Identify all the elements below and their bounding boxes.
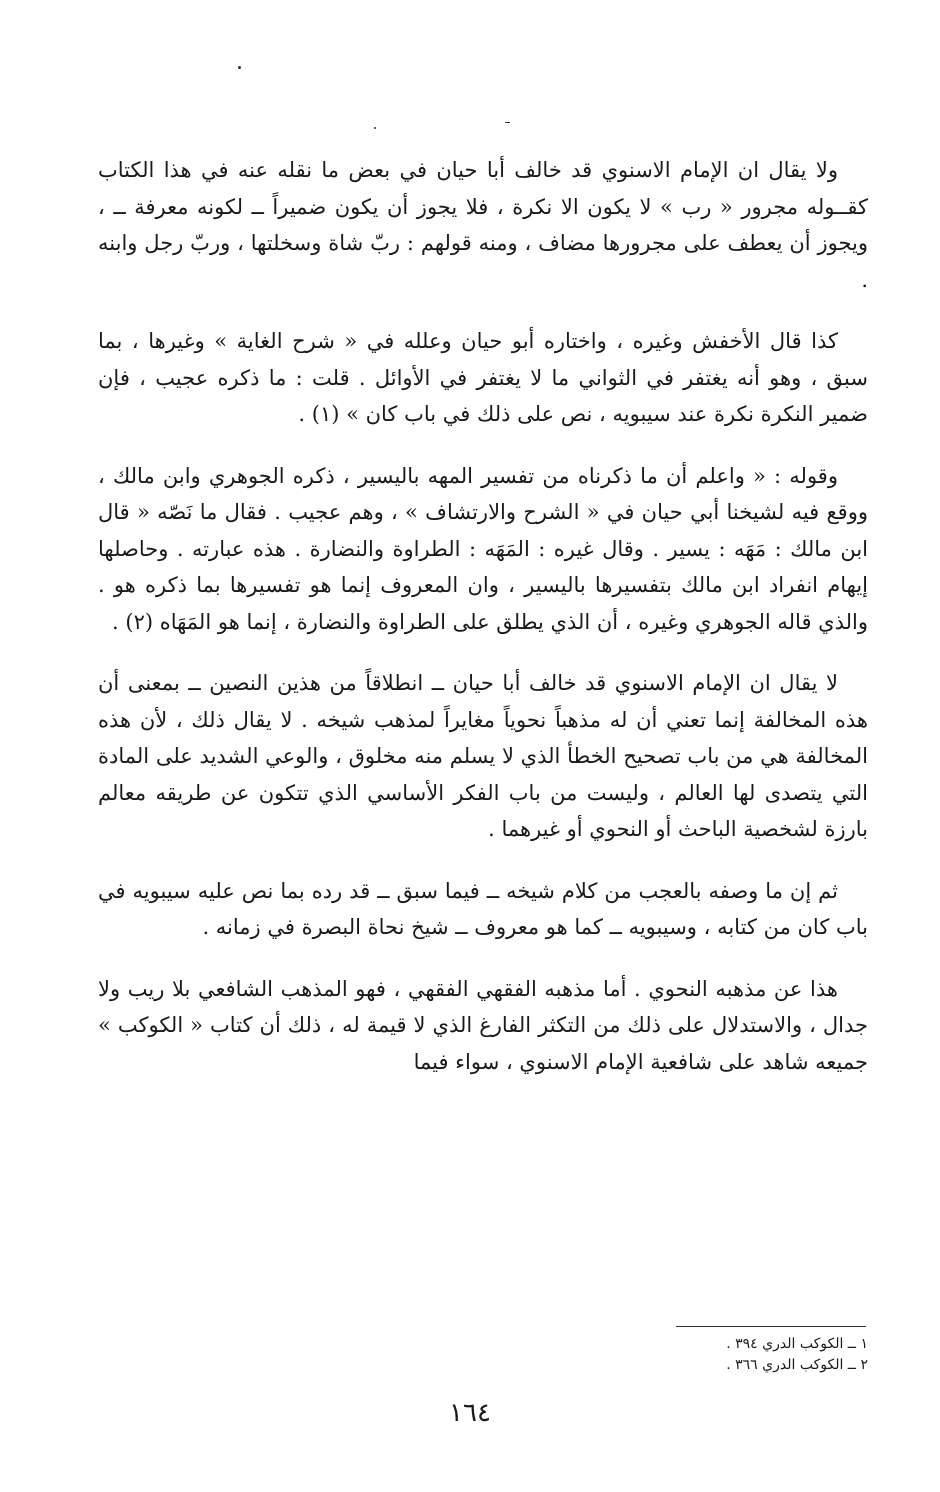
footnote-divider [676,1326,866,1327]
scan-speck [374,127,376,129]
body-text [98,152,868,1105]
paragraph-5: ثم إن ما وصفه بالعجب من كلام شيخه ــ فيما سبق ــ قد رده بما نص عليه سيبويه في باب كان من كتابه ، وسيبويه ــ كما هو معروف ــ شيخ نحاة البصرة في زمانه . [98,878,868,939]
paragraph-4: لا يقال ان الإمام الاسنوي قد خالف أبا حيان ــ انطلاقاً من هذين النصين ــ بمعنى أن هذه المخالفة إنما تعني أن له مذهباً نحوياً مغايراً لمذهب شيخه . لا يقال ذلك ، لأن هذه المخالفة هي من باب تصحيح الخطأ الذي لا يسلم منه مخلوق ، والوعي الشديد على المادة التي يتصدى لها العالم ، وليست من باب الفكر الأساسي الذي تتكون عن طريقه معالم بارزة لشخصية الباحث أو النحوي أو غيرهما . [98,671,868,841]
paragraph-2: كذا قال الأخفش وغيره ، واختاره أبو حيان وعلله في « شرح الغاية » وغيرها ، بما سبق ، وهو أنه يغتفر في الثواني ما لا يغتفر في الأوائل . قلت : ما ذكره عجيب ، فإن ضمير النكرة نكرة عند سيبويه ، نص على ذلك في باب كان » (١) . [98,329,868,426]
paragraph-6: هذا عن مذهبه النحوي . أما مذهبه الفقهي الفقهي ، فهو المذهب الشافعي بلا ريب ولا جدال ، والاستدلال على ذلك من التكثر الفارغ الذي لا قيمة له ، ذلك أن كتاب « الكوكب » جميعه شاهد على شافعية الإمام الاسنوي ، سواء فيما [98,976,868,1074]
footnote-1: ١ ــ الكوكب الدري ٣٩٤ . [726,1336,868,1352]
page-number: ١٦٤ [449,1398,491,1428]
paragraph-1: ولا يقال ان الإمام الاسنوي قد خالف أبا حيان في بعض ما نقله عنه في هذا الكتاب كقــوله مجرور « رب » لا يكون الا نكرة ، فلا يجوز أن يكون ضميراً ــ لكونه معرفة ــ ، ويجوز أن يعطف على مجرورها مضاف ، ومنه قولهم : ربّ شاة وسخلتها ، وربّ رجل وابنه . [98,158,868,292]
scan-speck [238,66,241,69]
paragraph-3: وقوله : « واعلم أن ما ذكرناه من تفسير المهه باليسير ، ذكره الجوهري وابن مالك ، ووقع فيه لشيخنا أبي حيان في « الشرح والارتشاف » ، وهم عجيب . فقال ما نَصّه « قال ابن مالك : مَهَه : يسير . وقال غيره : المَهَه : الطراوة والنضارة . هذه عبارته . وحاصلها إيهام انفراد ابن مالك بتفسيرها باليسير ، وان المعروف إنما هو تفسيرها بما ذكره هو . والذي قاله الجوهري وغيره ، أن الذي يطلق على الطراوة والنضارة ، إنما هو المَهَاه (٢) . [98,463,868,634]
footnotes [468,1334,868,1376]
footnote-2: ٢ ــ الكوكب الدري ٣٦٦ . [726,1357,868,1373]
scan-speck [505,122,510,123]
